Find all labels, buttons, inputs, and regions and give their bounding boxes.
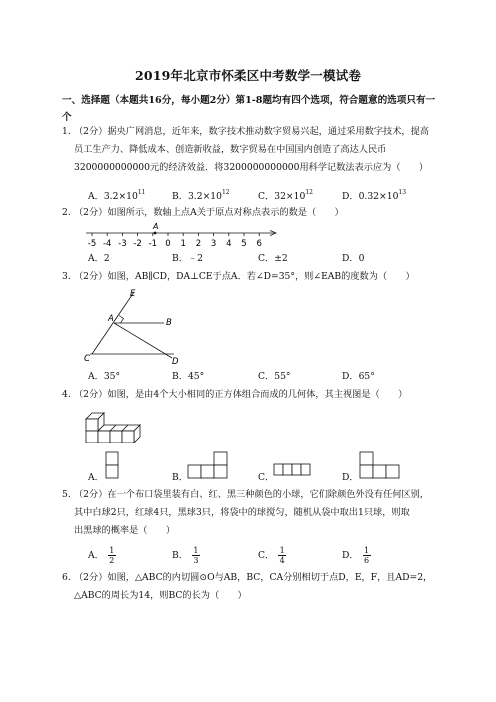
option-c-view <box>272 462 312 478</box>
point-a-dot <box>154 232 157 235</box>
option-b[interactable]: B．$3.2\times 10^{12}$ <box>172 189 230 202</box>
option-b[interactable]: B． <box>172 472 188 483</box>
option-d-view <box>358 450 404 482</box>
question-3 <box>62 269 415 285</box>
fraction: $\frac{1}{4}$ <box>279 546 285 565</box>
option-d[interactable]: D．0 <box>342 253 365 264</box>
cube-front-face <box>86 419 98 431</box>
question-number: 2. <box>62 207 71 218</box>
option-a[interactable]: A．2 <box>88 253 110 264</box>
option-d[interactable]: D．$0.32\times 10^{13}$ <box>342 189 407 202</box>
cube-front-face <box>86 431 98 443</box>
question-text: （2分）如图，AB∥CD，DA⊥CE于点A．若∠D=35°，则∠EAB的度数为（ ） <box>74 271 415 282</box>
cube-front-face <box>98 431 110 443</box>
row-top-face <box>98 425 140 431</box>
right-angle-mark <box>119 316 124 324</box>
cube-front-face <box>122 431 134 443</box>
tick-label: 2 <box>195 239 202 248</box>
question-5-line-2: 其中白球2只，红球4只，黑球3只，将袋中的球搅匀，随机从袋中取出1只球，则取 <box>74 507 410 518</box>
option-c[interactable]: C．55° <box>258 371 291 382</box>
option-b[interactable]: B． $\frac{1}{3}$ <box>172 546 199 565</box>
question-text: （2分）如图，是由4个大小相同的正方体组合而成的几何体，其主视图是（ ） <box>74 389 408 400</box>
paper-title: 2019年北京市怀柔区中考数学一模试卷 <box>134 68 362 83</box>
number-line-ticks <box>88 233 262 248</box>
option-c[interactable]: C．±2 <box>258 253 288 264</box>
option-c[interactable]: C． <box>258 472 275 483</box>
label-e: E <box>130 289 136 299</box>
number-line-figure <box>84 220 284 248</box>
option-b-view <box>186 450 232 482</box>
question-text: （2分）据央广网消息，近年来，数字技术推动数字贸易兴起，通过采用数字技术，提高 <box>74 126 429 137</box>
option-c[interactable]: C．$32\times 10^{12}$ <box>258 189 313 202</box>
tick-label: 1 <box>180 239 186 248</box>
tick-label: -1 <box>148 239 158 248</box>
question-2 <box>62 205 344 221</box>
tick-label: 3 <box>210 239 217 248</box>
tick-label: -5 <box>87 239 97 248</box>
option-a[interactable]: A．35° <box>88 371 121 382</box>
fraction: $\frac{1}{3}$ <box>193 546 199 565</box>
line-ad <box>114 323 172 358</box>
option-d[interactable]: D．65° <box>342 371 375 382</box>
label-a: A <box>108 314 114 324</box>
tick-label: -4 <box>102 239 112 248</box>
question-number: 1. <box>62 126 71 137</box>
question-6-line-2: △ABC的周长为14，则BC的长为（ ） <box>74 590 247 601</box>
tick-label: -2 <box>133 239 142 248</box>
label-d: D <box>172 357 179 366</box>
question-4 <box>62 387 407 403</box>
question-number: 6. <box>62 572 71 583</box>
tick-label: 6 <box>256 239 262 248</box>
section-heading: 一、选择题（本题共16分，每小题2分）第1-8题均有四个选项，符合题意的选项只有一个 <box>62 95 436 123</box>
question-text: （2分）在一个布口袋里装有白、红、黑三种颜色的小球，它们除颜色外没有任何区别， <box>74 489 429 500</box>
question-1 <box>62 124 429 140</box>
question-text: （2分）如图所示，数轴上点A关于原点对称点表示的数是（ ） <box>74 207 344 218</box>
question-5-line-3: 出黑球的概率是（ ） <box>74 525 176 536</box>
option-a-view <box>104 450 122 482</box>
parallel-lines-figure <box>84 286 194 366</box>
tick-label: 0 <box>165 239 171 248</box>
cube-solid-figure <box>84 403 156 443</box>
fraction: $\frac{1}{2}$ <box>109 546 115 565</box>
question-1-line-2: 员工生产力、降低成本、创造新收益，数字贸易在中国国内创造了高达人民币 <box>74 144 387 155</box>
option-a[interactable]: A．$3.2\times 10^{11}$ <box>88 189 146 202</box>
label-b: B <box>166 318 172 328</box>
tick-label: 4 <box>226 239 232 248</box>
option-d[interactable]: D． $\frac{1}{6}$ <box>342 546 370 565</box>
tick-label: -3 <box>118 239 127 248</box>
question-number: 3. <box>62 271 71 282</box>
question-number: 5. <box>62 489 71 500</box>
cube-front-face <box>110 431 122 443</box>
point-a-label: A <box>153 222 159 231</box>
question-number: 4. <box>62 389 71 400</box>
question-text: （2分）如图，△ABC的内切圆⊙O与AB，BC，CA分别相切于点D，E，F，且AD=2， <box>74 572 433 583</box>
question-5 <box>62 487 429 503</box>
fraction: $\frac{1}{6}$ <box>364 546 370 565</box>
option-a[interactable]: A． $\frac{1}{2}$ <box>88 546 115 565</box>
option-a[interactable]: A． <box>88 472 104 483</box>
option-b[interactable]: B．﹣2 <box>172 253 203 264</box>
option-c[interactable]: C． $\frac{1}{4}$ <box>258 546 285 565</box>
option-d[interactable]: D． <box>342 472 359 483</box>
option-b[interactable]: B．45° <box>172 371 205 382</box>
question-6 <box>62 570 432 586</box>
tick-label: 5 <box>241 239 247 248</box>
question-1-line-3: 3200000000000元的经济效益．将3200000000000用科学记数法表示应为（ ） <box>74 162 429 173</box>
label-c: C <box>84 354 90 364</box>
